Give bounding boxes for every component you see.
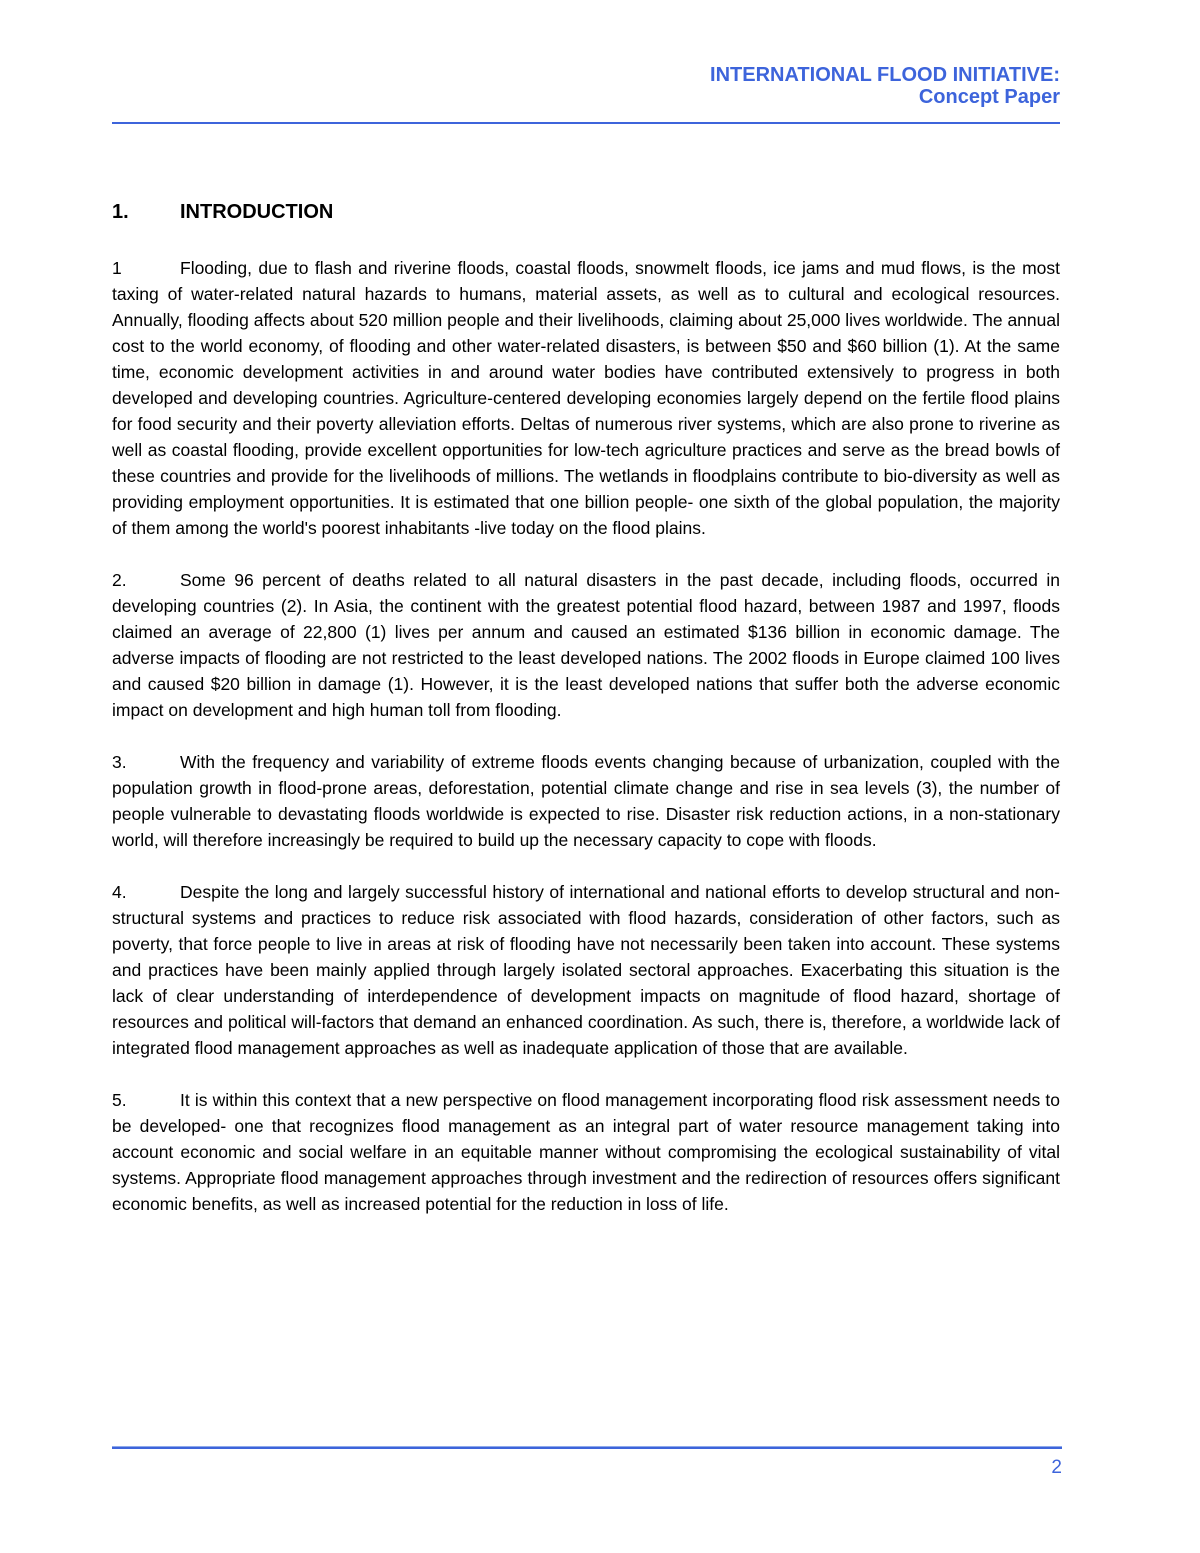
paragraph-3-text: With the frequency and variability of extreme floods events changing because of urbanization, coupled with the population growth in flood-prone areas, deforestation, potential climate change and rise in sea levels (3), the number of people vulnerable to devastating floods worldwide is expected to rise. Disaster risk reduction actions, in a non-stationary world, will therefore increasingly be required to build up the necessary capacity to cope with floods. (112, 752, 1060, 850)
document-body (112, 200, 1060, 1217)
paragraph-2-number: 2. (112, 570, 127, 590)
section-number: 1. (112, 201, 129, 223)
section-heading (112, 200, 1060, 224)
footer-rule (112, 1446, 1062, 1449)
paragraph-3 (112, 749, 1060, 853)
paragraph-5-number: 5. (112, 1090, 127, 1110)
paragraph-1 (112, 255, 1060, 541)
paragraph-4 (112, 879, 1060, 1061)
header-rule (112, 122, 1060, 124)
page-number: 2 (1051, 1457, 1062, 1478)
paragraph-4-number: 4. (112, 882, 127, 902)
paragraph-1-number: 1 (112, 258, 122, 278)
header-title-line1: INTERNATIONAL FLOOD INITIATIVE: (710, 64, 1060, 86)
header-title (112, 64, 1060, 108)
paragraph-4-text: Despite the long and largely successful history of international and national efforts to develop structural and non-structural systems and practices to reduce risk associated with flood hazards, consideration of other factors, such as poverty, that force people to live in areas at risk of flooding have not necessarily been taken into account. These systems and practices have been mainly applied through largely isolated sectoral approaches. Exacerbating this situation is the lack of clear understanding of interdependence of development impacts on magnitude of flood hazard, shortage of resources and political will-factors that demand an enhanced coordination. As such, there is, therefore, a worldwide lack of integrated flood management approaches as well as inadequate application of those that are available. (112, 882, 1060, 1058)
section-title: INTRODUCTION (180, 201, 334, 223)
paragraph-2 (112, 567, 1060, 723)
paragraph-5-text: It is within this context that a new perspective on flood management incorporating flood risk assessment needs to be developed- one that recognizes flood management as an integral part of water resource management taking into account economic and social welfare in an equitable manner without compromising the ecological sustainability of vital systems. Appropriate flood management approaches through investment and the redirection of resources offers significant economic benefits, as well as increased potential for the reduction in loss of life. (112, 1090, 1060, 1214)
paragraph-list (112, 255, 1060, 1217)
page-header (112, 64, 1060, 124)
paragraph-3-number: 3. (112, 752, 127, 772)
paragraph-2-text: Some 96 percent of deaths related to all natural disasters in the past decade, including floods, occurred in developing countries (2). In Asia, the continent with the greatest potential flood hazard, between 1987 and 1997, floods claimed an average of 22,800 (1) lives per annum and caused an estimated $136 billion in economic damage. The adverse impacts of flooding are not restricted to the least developed nations. The 2002 floods in Europe claimed 100 lives and caused $20 billion in damage (1). However, it is the least developed nations that suffer both the adverse economic impact on development and high human toll from flooding. (112, 570, 1060, 720)
page-footer (112, 1446, 1062, 1479)
paragraph-1-text: Flooding, due to flash and riverine floods, coastal floods, snowmelt floods, ice jams and mud flows, is the most taxing of water-related natural hazards to humans, material assets, as well as to cultural and ecological resources. Annually, flooding affects about 520 million people and their livelihoods, claiming about 25,000 lives worldwide. The annual cost to the world economy, of flooding and other water-related disasters, is between $50 and $60 billion (1). At the same time, economic development activities in and around water bodies have contributed extensively to progress in both developed and developing countries. Agriculture-centered developing economies largely depend on the fertile flood plains for food security and their poverty alleviation efforts. Deltas of numerous river systems, which are also prone to riverine as well as coastal flooding, provide excellent opportunities for low-tech agriculture practices and serve as the bread bowls of these countries and provide for the livelihoods of millions. The wetlands in floodplains contribute to bio-diversity as well as providing employment opportunities. It is estimated that one billion people- one sixth of the global population, the majority of them among the world's poorest inhabitants -live today on the flood plains. (112, 258, 1060, 538)
paragraph-5 (112, 1087, 1060, 1217)
header-title-line2: Concept Paper (918, 86, 1060, 108)
